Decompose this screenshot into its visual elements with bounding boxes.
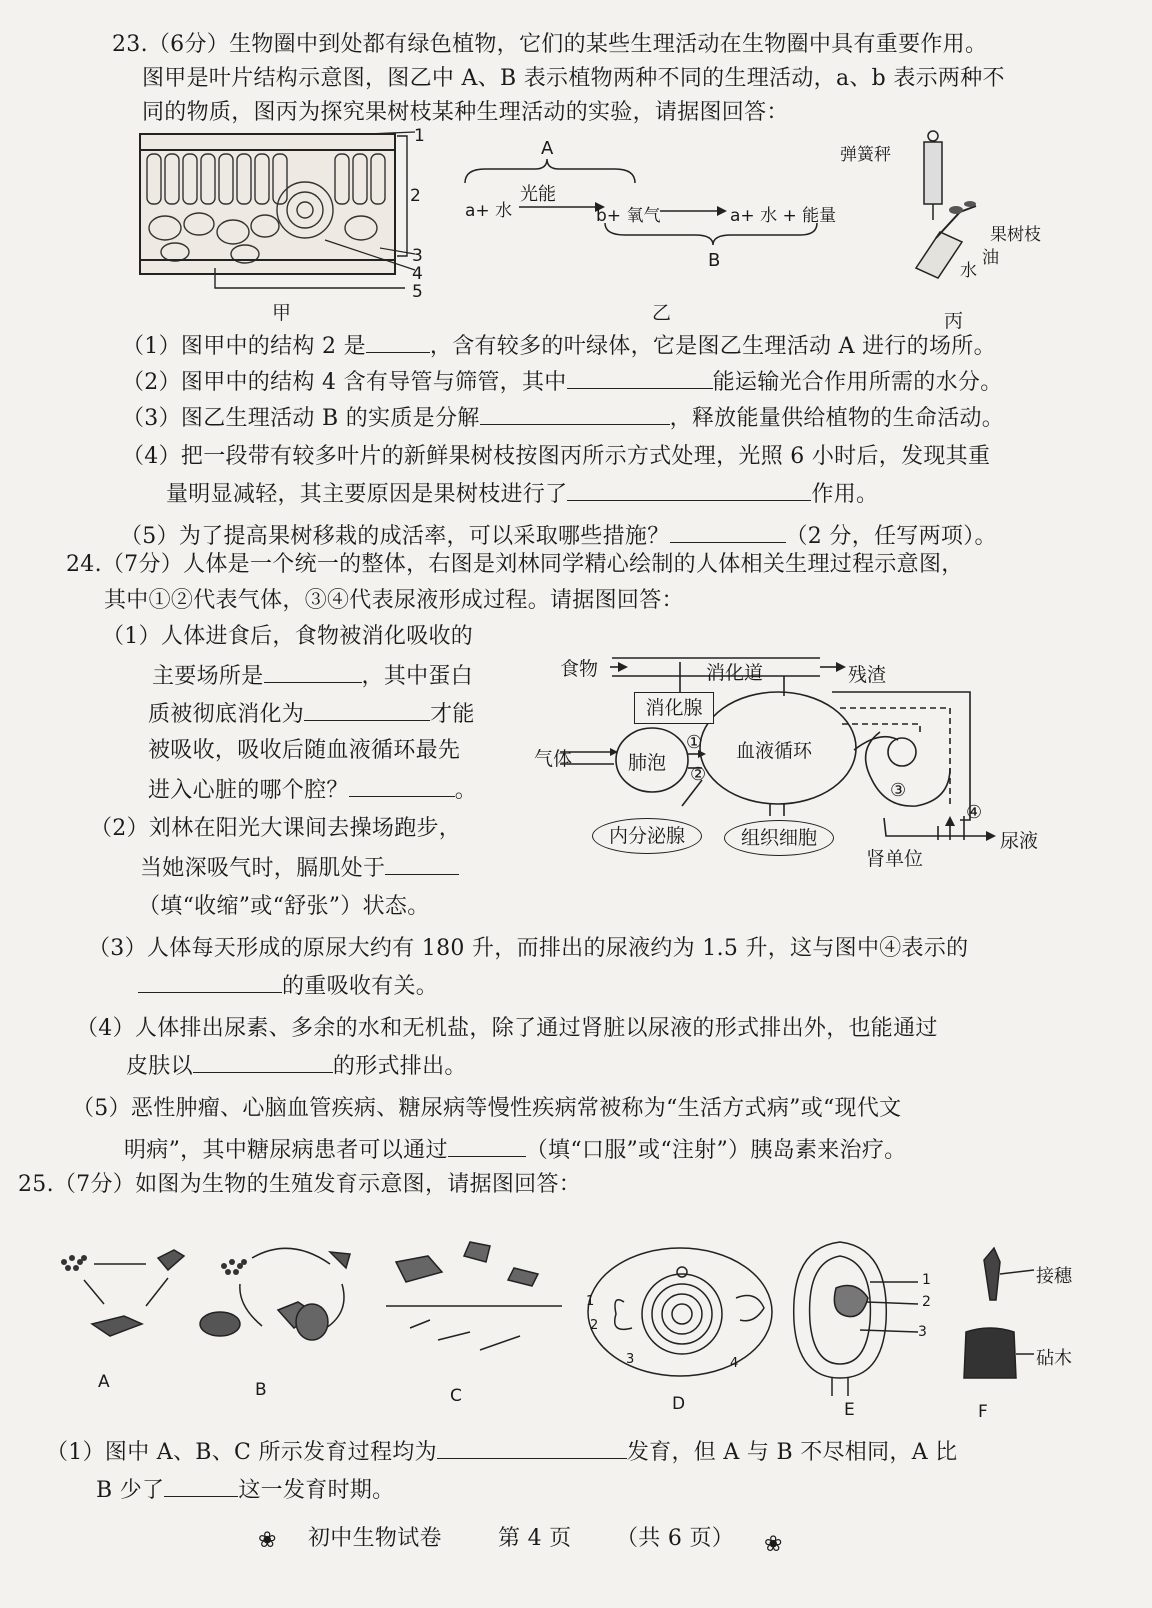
digestive-tract-label: 消化道 bbox=[706, 662, 764, 684]
leaf-num-3: 3 bbox=[412, 246, 423, 266]
q23-part1: （1）图甲中的结构 2 是 ，含有较多的叶绿体，它是图乙生理活动 A 进行的场所。 bbox=[122, 330, 996, 362]
reactant-label: a+ 水 bbox=[465, 201, 513, 221]
endocrine-gland-box: 内分泌腺 bbox=[592, 818, 702, 854]
stage-label-e: E bbox=[844, 1400, 855, 1420]
q24-part1-line1: （1）人体进食后，食物被消化吸收的 bbox=[102, 624, 474, 649]
branch-label: 果树枝 bbox=[990, 225, 1041, 245]
digestive-gland-box: 消化腺 bbox=[634, 692, 714, 724]
q24-intro-line2: 其中①②代表气体，③④代表尿液形成过程。请据图回答： bbox=[104, 588, 684, 613]
q25-part1-line1: （1）图中 A、B、C 所示发育过程均为 发育，但 A 与 B 不尽相同，A 比 bbox=[46, 1436, 957, 1468]
gas-marker-1: ① bbox=[686, 732, 703, 753]
urine-label: 尿液 bbox=[1000, 830, 1039, 852]
q23-part4-line1: （4）把一段带有较多叶片的新鲜果树枝按图丙所示方式处理，光照 6 小时后，发现其重 bbox=[122, 444, 991, 469]
q23-part2: （2）图甲中的结构 4 含有导管与筛管，其中 能运输光合作用所需的水分。 bbox=[122, 366, 1003, 398]
q24-intro-line1: 24.（7分）人体是一个统一的整体，右图是刘林同学精心绘制的人体相关生理过程示意图， bbox=[66, 552, 964, 577]
footer-title: 初中生物试卷 bbox=[308, 1526, 442, 1551]
figure-bing-label: 丙 bbox=[944, 310, 964, 332]
reproduction-development-figure bbox=[50, 1228, 1050, 1398]
uterus-num-3: 3 bbox=[918, 1324, 927, 1340]
stage-label-c: C bbox=[450, 1386, 462, 1406]
urine-marker-3: ③ bbox=[890, 780, 907, 801]
nephron-label: 肾单位 bbox=[866, 848, 924, 870]
q24-part1-line2: 主要场所是 ，其中蛋白 bbox=[152, 660, 473, 692]
residue-label: 残渣 bbox=[848, 664, 887, 686]
answer-blank[interactable] bbox=[480, 402, 670, 425]
q23-intro-line1: 23.（6分）生物圈中到处都有绿色植物，它们的某些生理活动在生物圈中具有重要作用。 bbox=[112, 32, 988, 57]
q23-part5: （5）为了提高果树移栽的成活率，可以采取哪些措施？ （2 分，任写两项）。 bbox=[120, 520, 997, 552]
uterus-num-1: 1 bbox=[922, 1272, 931, 1288]
answer-blank[interactable] bbox=[164, 1474, 238, 1497]
water-label: 水 bbox=[960, 261, 977, 281]
alveoli-label: 肺泡 bbox=[628, 752, 667, 774]
figure-yi-label: 乙 bbox=[652, 302, 672, 324]
answer-blank[interactable] bbox=[366, 330, 430, 353]
footer-page: 第 4 页 bbox=[498, 1526, 572, 1551]
q23-part3: （3）图乙生理活动 B 的实质是分解 ，释放能量供给植物的生命活动。 bbox=[122, 402, 1004, 434]
urine-marker-4: ④ bbox=[966, 802, 983, 823]
oil-label: 油 bbox=[982, 248, 999, 268]
leaf-num-5: 5 bbox=[412, 282, 423, 302]
answer-blank[interactable] bbox=[264, 660, 362, 683]
q25-intro: 25.（7分）如图为生物的生殖发育示意图，请据图回答： bbox=[18, 1172, 582, 1197]
uterus-num-2: 2 bbox=[922, 1294, 931, 1310]
process-a-label: A bbox=[541, 138, 554, 159]
q24-part1-line4: 被吸收，吸收后随血液循环最先 bbox=[148, 738, 461, 763]
egg-num-4: 4 bbox=[730, 1356, 739, 1371]
q24-part1-line3: 质被彻底消化为 才能 bbox=[148, 698, 475, 730]
q24-part4-line1: （4）人体排出尿素、多余的水和无机盐，除了通过肾脏以尿液的形式排出外，也能通过 bbox=[76, 1016, 938, 1041]
q24-part3-line2: 的重吸收有关。 bbox=[138, 970, 438, 1002]
answer-blank[interactable] bbox=[138, 970, 282, 993]
answer-blank[interactable] bbox=[567, 366, 713, 389]
footer-deco-right: ❀ bbox=[764, 1532, 783, 1557]
process-b-label: B bbox=[708, 250, 721, 271]
leaf-num-4: 4 bbox=[412, 264, 423, 284]
stock-label: 砧木 bbox=[1036, 1348, 1072, 1369]
stage-label-b: B bbox=[255, 1380, 267, 1400]
answer-blank[interactable] bbox=[670, 520, 786, 543]
gas-marker-2: ② bbox=[690, 764, 707, 785]
q24-part4-line2: 皮肤以 的形式排出。 bbox=[126, 1050, 467, 1082]
leaf-structure-figure bbox=[135, 128, 435, 318]
q23-part4-line2: 量明显减轻，其主要原因是果树枝进行了 作用。 bbox=[166, 478, 878, 510]
stage-label-a: A bbox=[98, 1372, 110, 1392]
stage-label-f: F bbox=[978, 1402, 988, 1422]
spring-scale-label: 弹簧秤 bbox=[840, 145, 891, 165]
food-label: 食物 bbox=[560, 658, 599, 680]
q23-intro-line2: 图甲是叶片结构示意图，图乙中 A、B 表示植物两种不同的生理活动，a、b 表示两种不 bbox=[142, 66, 1005, 91]
egg-num-1: 1 bbox=[586, 1294, 595, 1309]
answer-blank[interactable] bbox=[349, 774, 455, 797]
stage-label-d: D bbox=[672, 1394, 686, 1414]
answer-blank[interactable] bbox=[304, 698, 430, 721]
q24-part2-line2: 当她深吸气时，膈肌处于 bbox=[140, 852, 459, 884]
q24-part1-line5: 进入心脏的哪个腔？ 。 bbox=[148, 774, 477, 806]
q25-part1-line2: B 少了 这一发育时期。 bbox=[96, 1474, 394, 1506]
egg-num-2: 2 bbox=[590, 1318, 599, 1333]
scion-label: 接穗 bbox=[1036, 1266, 1072, 1287]
process-figure-yi bbox=[455, 155, 855, 245]
leaf-num-1: 1 bbox=[414, 126, 425, 146]
footer-deco-left: ❀ bbox=[258, 1528, 277, 1553]
q24-part5-line2: 明病”，其中糖尿病患者可以通过 （填“口服”或“注射”）胰岛素来治疗。 bbox=[124, 1134, 906, 1166]
q24-part3-line1: （3）人体每天形成的原尿大约有 180 升，而排出的尿液约为 1.5 升，这与图中④表示的 bbox=[88, 936, 969, 961]
answer-blank[interactable] bbox=[193, 1050, 333, 1073]
answer-blank[interactable] bbox=[385, 852, 459, 875]
q24-part5-line1: （5）恶性肿瘤、心脑血管疾病、糖尿病等慢性疾病常被称为“生活方式病”或“现代文 bbox=[72, 1096, 902, 1121]
blood-circulation-label: 血液循环 bbox=[736, 740, 813, 762]
respiration-product-label: a+ 水 + 能量 bbox=[730, 206, 837, 226]
q24-part2-line1: （2）刘林在阳光大课间去操场跑步， bbox=[90, 816, 462, 841]
answer-blank[interactable] bbox=[437, 1436, 627, 1459]
answer-blank[interactable] bbox=[448, 1134, 526, 1157]
light-energy-label: 光能 bbox=[520, 184, 556, 205]
q23-intro-line3: 同的物质，图丙为探究果树枝某种生理活动的实验，请据图回答： bbox=[142, 100, 789, 125]
gas-label: 气体 bbox=[534, 748, 573, 770]
leaf-num-2: 2 bbox=[410, 186, 421, 206]
answer-blank[interactable] bbox=[567, 478, 811, 501]
figure-jia-label: 甲 bbox=[272, 302, 292, 324]
footer-total: （共 6 页） bbox=[616, 1526, 735, 1551]
product-label: b+ 氧气 bbox=[596, 206, 661, 226]
q24-part2-line3: （填“收缩”或“舒张”）状态。 bbox=[138, 894, 430, 919]
egg-num-3: 3 bbox=[626, 1352, 635, 1367]
tissue-cells-box: 组织细胞 bbox=[724, 820, 834, 856]
